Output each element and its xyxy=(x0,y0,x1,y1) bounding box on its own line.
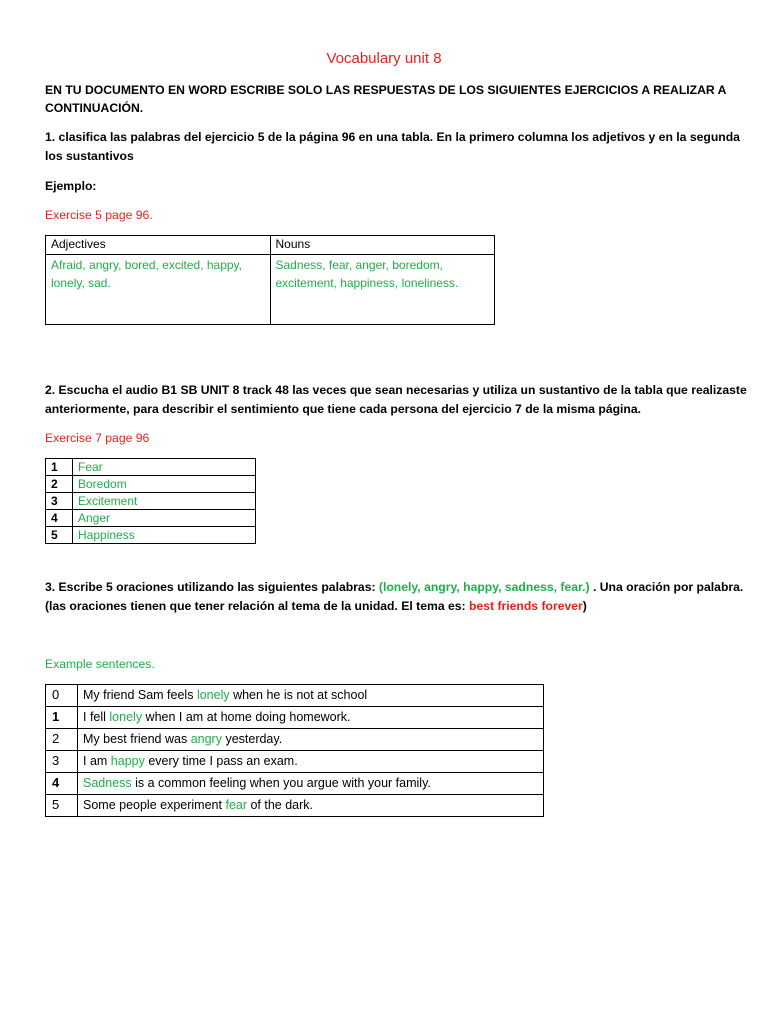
example-sentences-label: Example sentences. xyxy=(45,657,155,671)
row-number: 2 xyxy=(46,476,73,493)
sentence-post: when he is not at school xyxy=(229,688,368,702)
sentence-pre: My best friend was xyxy=(83,732,191,746)
table-row xyxy=(46,476,256,493)
sentence-post: yesterday. xyxy=(221,732,283,746)
q3-theme: best friends forever xyxy=(469,599,583,613)
table-row xyxy=(46,773,544,795)
sentence-post: when I am at home doing homework. xyxy=(142,710,351,724)
sentence-post: is a common feeling when you argue with your family. xyxy=(131,776,431,790)
answer-word: Anger xyxy=(73,510,256,527)
page-title: Vocabulary unit 8 xyxy=(326,50,442,67)
table-row xyxy=(46,795,544,817)
nouns-cell: Sadness, fear, anger, boredom, excitement, happiness, loneliness. xyxy=(270,255,495,325)
sentence-pre: My friend Sam feels xyxy=(83,688,197,702)
q3-text-b: . Una oración por palabra. xyxy=(589,580,744,594)
question-1-line-1: 1. clasifica las palabras del ejercicio 5 de la página 96 en una tabla. En la primero columna los adjetivos y en la segunda xyxy=(45,130,740,144)
sentence-keyword: lonely xyxy=(109,710,143,724)
table-row xyxy=(46,707,544,729)
row-number: 1 xyxy=(46,459,73,476)
q3-text-c: (las oraciones tienen que tener relación al tema de la unidad. El tema es: xyxy=(45,599,469,613)
example-heading: Ejemplo: xyxy=(45,179,97,193)
row-number: 5 xyxy=(46,795,78,817)
sentence-keyword: fear xyxy=(225,798,247,812)
sentence-keyword: lonely xyxy=(196,688,230,702)
table-row xyxy=(46,459,256,476)
row-number: 0 xyxy=(46,685,78,707)
exercise-5-label: Exercise 5 page 96. xyxy=(45,208,153,222)
sentence-keyword: angry xyxy=(190,732,222,746)
table-header-adjectives: Adjectives xyxy=(46,236,271,255)
table-row xyxy=(46,510,256,527)
q3-text-a: 3. Escribe 5 oraciones utilizando las siguientes palabras: xyxy=(45,580,379,594)
row-number: 3 xyxy=(46,751,78,773)
sentence-post: every time I pass an exam. xyxy=(144,754,298,768)
exercise-7-answers-table xyxy=(45,458,256,544)
row-number: 1 xyxy=(46,707,78,729)
table-row xyxy=(46,751,544,773)
row-number: 2 xyxy=(46,729,78,751)
sentence-pre: Some people experiment xyxy=(83,798,226,812)
sentence-cell xyxy=(78,729,544,751)
sentence-post: of the dark. xyxy=(247,798,314,812)
adjectives-nouns-table xyxy=(45,235,495,325)
sentence-cell xyxy=(78,773,544,795)
question-2-line-2: anteriormente, para describir el sentimiento que tiene cada persona del ejercicio 7 de la misma página. xyxy=(45,402,642,416)
instruction-line-2: CONTINUACIÓN. xyxy=(45,101,144,115)
answer-word: Boredom xyxy=(73,476,256,493)
sentence-cell xyxy=(78,707,544,729)
sentence-pre: I am xyxy=(83,754,111,768)
exercise-7-label: Exercise 7 page 96 xyxy=(45,431,150,445)
instruction-line-1: EN TU DOCUMENTO EN WORD ESCRIBE SOLO LAS RESPUESTAS DE LOS SIGUIENTES EJERCICIOS A REALIZAR A xyxy=(45,83,727,97)
answer-word: Fear xyxy=(73,459,256,476)
question-3-line-2 xyxy=(45,597,587,615)
row-number: 4 xyxy=(46,773,78,795)
question-2-line-1: 2. Escucha el audio B1 SB UNIT 8 track 48 las veces que sean necesarias y utiliza un sustantivo de la tabla que realizaste xyxy=(45,383,747,397)
table-row xyxy=(46,493,256,510)
question-1-line-2: los sustantivos xyxy=(45,149,134,163)
sentence-cell xyxy=(78,751,544,773)
question-3-line-1 xyxy=(45,578,743,596)
q3-text-d: ) xyxy=(582,599,587,613)
sentence-keyword: happy xyxy=(110,754,145,768)
table-row xyxy=(46,527,256,544)
answer-word: Happiness xyxy=(73,527,256,544)
adjectives-cell: Afraid, angry, bored, excited, happy, lonely, sad. xyxy=(46,255,271,325)
table-row xyxy=(46,685,544,707)
row-number: 5 xyxy=(46,527,73,544)
sentence-keyword: Sadness xyxy=(83,776,132,790)
sentence-pre: I fell xyxy=(83,710,110,724)
row-number: 3 xyxy=(46,493,73,510)
row-number: 4 xyxy=(46,510,73,527)
table-row xyxy=(46,729,544,751)
sentence-cell xyxy=(78,685,544,707)
table-header-nouns: Nouns xyxy=(270,236,495,255)
answer-word: Excitement xyxy=(73,493,256,510)
q3-word-list: (lonely, angry, happy, sadness, fear.) xyxy=(378,580,590,594)
example-sentences-table xyxy=(45,684,544,817)
sentence-cell xyxy=(78,795,544,817)
